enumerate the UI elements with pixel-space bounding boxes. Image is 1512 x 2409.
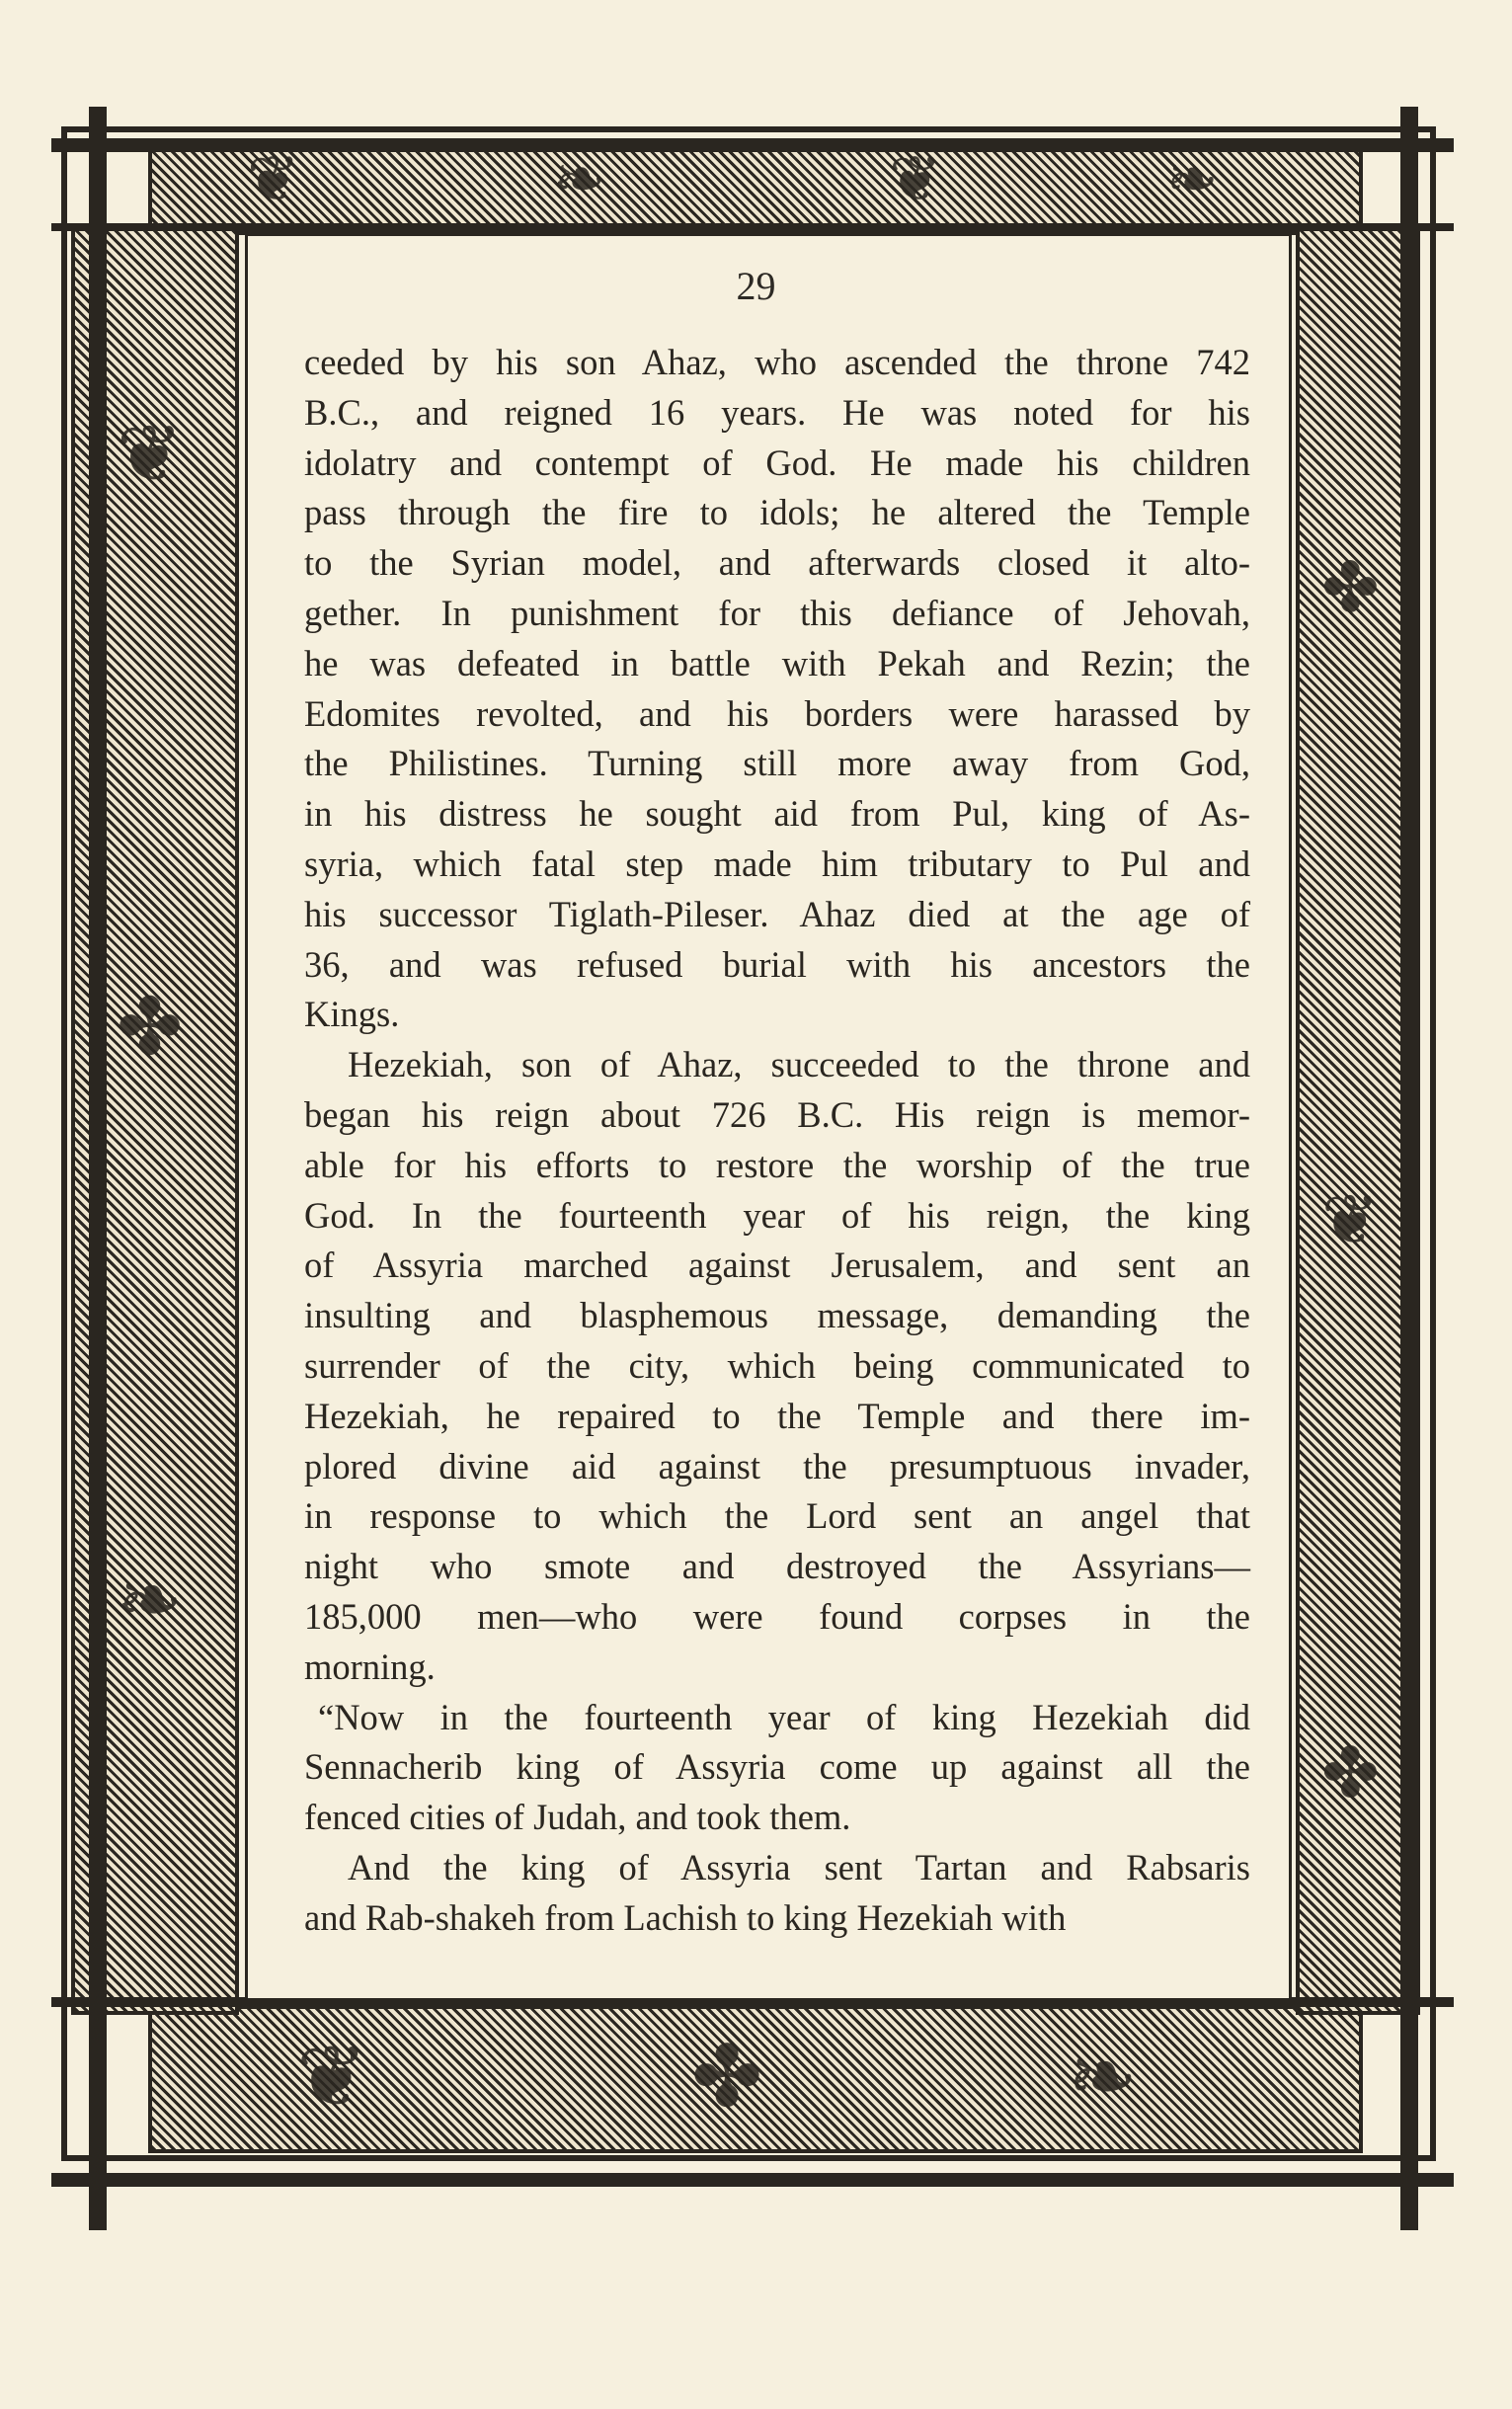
scroll-icon: ❦ <box>889 143 942 216</box>
foliage-icon: ❦ <box>1321 1179 1380 1260</box>
interlace-icon: ✤ <box>1321 547 1380 628</box>
text-line: Edomites revolted, and his borders were harassed by <box>304 692 1250 734</box>
text-line: morning. <box>304 1646 436 1687</box>
text-line: in his distress he sought aid from Pul, king of As- <box>304 793 1250 835</box>
text-line: in response to which the Lord sent an angel that <box>304 1495 1250 1537</box>
text-line: pass through the fire to idols; he altered the Temple <box>304 492 1250 533</box>
scroll-icon: ❦ <box>247 143 300 216</box>
text-line: Hezekiah, he repaired to the Temple and there im- <box>304 1395 1250 1436</box>
text-line: “Now in the fourteenth year of king Hezekiah did <box>318 1696 1250 1737</box>
interlace-icon: ❧ <box>553 143 606 216</box>
body-text <box>304 338 1250 1944</box>
paragraph <box>304 1693 1250 1843</box>
frame-rail-upper <box>51 223 1454 231</box>
interlace-icon: ❧ <box>1165 143 1219 216</box>
foliage-icon: ❦ <box>296 2028 368 2127</box>
frame-post-left <box>89 107 107 2230</box>
text-line: 36, and was refused burial with his ancestors the <box>304 943 1250 985</box>
foliage-icon: ❧ <box>1067 2028 1139 2127</box>
text-line: surrender of the city, which being communicated to <box>304 1344 1250 1386</box>
text-line: B.C., and reigned 16 years. He was noted for his <box>304 391 1250 433</box>
text-line: and Rab-shakeh from Lachish to king Hezekiah with <box>304 1896 1067 1938</box>
frame-post-right <box>1400 107 1418 2230</box>
interlace-icon: ✤ <box>691 2028 763 2127</box>
text-line: he was defeated in battle with Pekah and Rezin; the <box>304 642 1250 683</box>
text-line: the Philistines. Turning still more away from God, <box>304 743 1250 784</box>
foliage-icon: ❧ <box>117 1554 184 1646</box>
page-number: 29 <box>736 264 776 308</box>
text-line: Sennacherib king of Assyria come up against all the <box>304 1746 1250 1788</box>
text-line: plored divine aid against the presumptuous invader, <box>304 1445 1250 1486</box>
paragraph <box>304 1843 1250 1944</box>
text-line: night who smote and destroyed the Assyrians— <box>304 1546 1250 1587</box>
text-line: syria, which fatal step made him tributary to Pul and <box>304 843 1250 884</box>
text-line: his successor Tiglath-Pileser. Ahaz died at the age of <box>304 893 1250 934</box>
text-line: fenced cities of Judah, and took them. <box>304 1797 851 1838</box>
paragraph <box>304 1040 1250 1692</box>
text-line: able for his efforts to restore the worship of the true <box>304 1144 1250 1185</box>
text-line: of Assyria marched against Jerusalem, and sent an <box>304 1245 1250 1286</box>
text-line: insulting and blasphemous message, demanding the <box>304 1295 1250 1336</box>
text-line: Kings. <box>304 994 400 1035</box>
text-line: Hezekiah, son of Ahaz, succeeded to the throne and <box>348 1044 1250 1085</box>
frame-rail-bottom <box>51 2173 1454 2187</box>
interlace-icon: ✤ <box>1321 1732 1380 1813</box>
paragraph <box>304 338 1250 1040</box>
text-line: idolatry and contempt of God. He made his children <box>304 442 1250 483</box>
interlace-icon: ✤ <box>117 981 184 1073</box>
text-line: began his reign about 726 B.C. His reign is memor- <box>304 1093 1250 1135</box>
foliage-icon: ❦ <box>117 408 184 500</box>
text-line: God. In the fourteenth year of his reign, the king <box>304 1194 1250 1236</box>
text-line: And the king of Assyria sent Tartan and Rabsaris <box>348 1846 1250 1887</box>
text-line: gether. In punishment for this defiance of Jehovah, <box>304 592 1250 633</box>
text-line: ceeded by his son Ahaz, who ascended the throne 742 <box>304 342 1250 382</box>
text-line: to the Syrian model, and afterwards closed it alto- <box>304 542 1250 584</box>
text-line: 185,000 men—who were found corpses in the <box>304 1595 1250 1637</box>
